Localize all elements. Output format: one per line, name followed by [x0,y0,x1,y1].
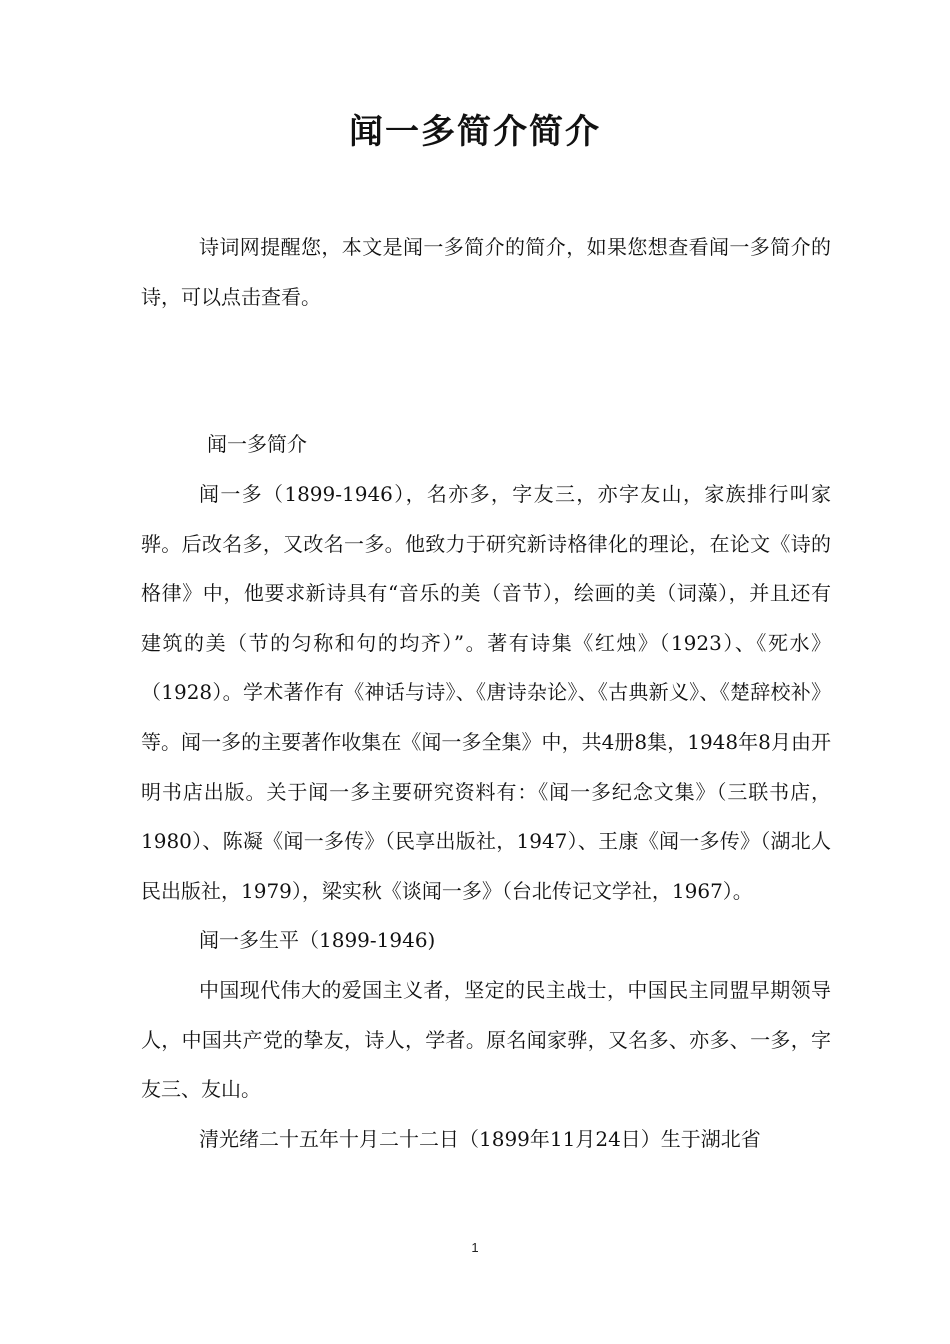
page-number: 1 [471,1240,479,1255]
biography-paragraph: 闻一多（1899-1946），名亦多，字友三，亦字友山，家族排行叫家骅。后改名多，又改名一多。他致力于研究新诗格律化的理论，在论文《诗的格律》中，他要求新诗具有“音乐的美（音节），绘画的美（词藻），并且还有建筑的美（节的匀称和句的均齐）”。著有诗集《红烛》（1923）、《死水》（1928）。学术著作有《神话与诗》、《唐诗杂论》、《古典新义》、《楚辞校补》等。闻一多的主要著作收集在《闻一多全集》中，共4册8集，1948年8月由开明书店出版。关于闻一多主要研究资料有：《闻一多纪念文集》（三联书店，1980）、陈凝《闻一多传》（民享出版社，1947）、王康《闻一多传》（湖北人民出版社，1979），梁实秋《谈闻一多》（台北传记文学社，1967）。 [141,482,831,903]
life-summary-paragraph: 中国现代伟大的爱国主义者，坚定的民主战士，中国民主同盟早期领导人，中国共产党的挚友，诗人，学者。原名闻家骅，又名多、亦多、一多，字友三、友山。 [141,977,831,1102]
life-heading: 闻一多生平（1899-1946) [199,928,436,953]
document-title: 闻一多简介简介 [349,112,601,152]
birth-paragraph: 清光绪二十五年十月二十二日（1899年11月24日）生于湖北省 [199,1126,761,1151]
intro-paragraph: 诗词网提醒您，本文是闻一多简介的简介，如果您想查看闻一多简介的诗，可以点击查看。 [141,235,831,309]
body-text [141,470,831,1164]
section-heading: 闻一多简介 [207,432,307,456]
